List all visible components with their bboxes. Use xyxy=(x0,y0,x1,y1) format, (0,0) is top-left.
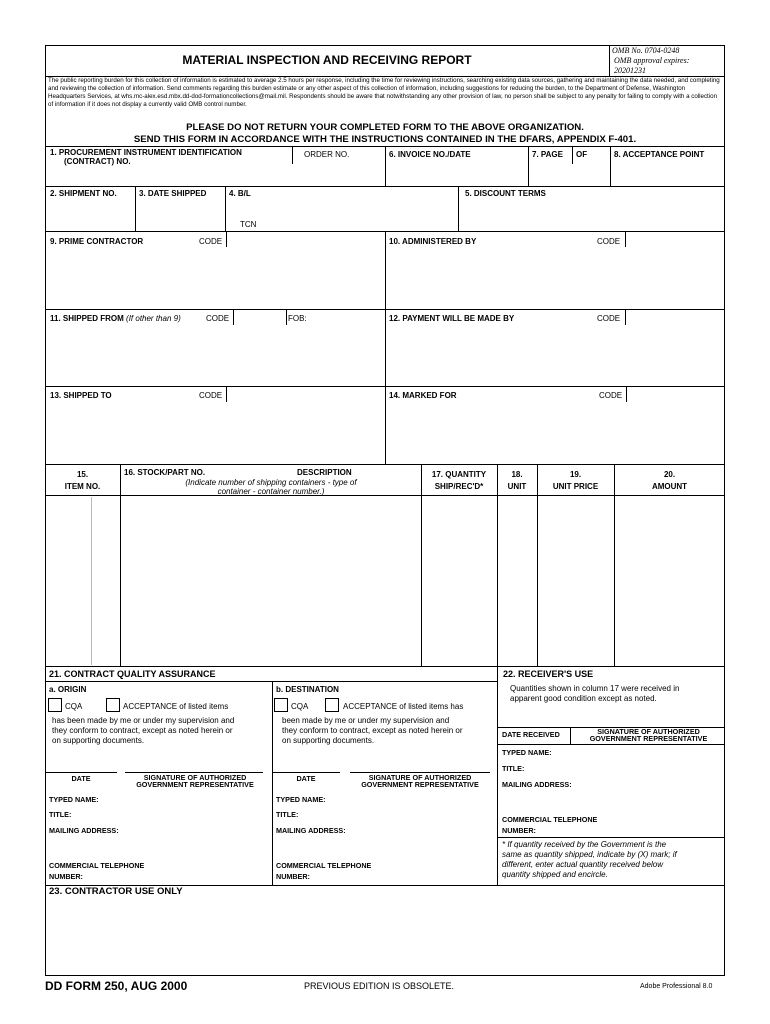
origin-statement-2: they conform to contract, except as noted herein or xyxy=(52,726,233,735)
order-no-label: ORDER NO. xyxy=(304,150,350,159)
section-22-title: 22. RECEIVER'S USE xyxy=(503,669,594,679)
origin-label: a. ORIGIN xyxy=(49,685,87,694)
omb-expires-label: OMB approval expires: xyxy=(614,56,690,65)
quantity-note-4: quantity shipped and encircle. xyxy=(502,870,608,879)
destination-label: b. DESTINATION xyxy=(276,685,339,694)
receiver-signature-label-2: GOVERNMENT REPRESENTATIVE xyxy=(589,734,708,743)
field-9-label: 9. PRIME CONTRACTOR xyxy=(50,237,144,246)
destination-statement-3: on supporting documents. xyxy=(282,736,375,745)
col-17-subheader: SHIP/REC'D* xyxy=(434,482,484,491)
destination-signature-label: SIGNATURE OF AUTHORIZED xyxy=(368,773,472,782)
receiver-statement-2: apparent good condition except as noted. xyxy=(510,694,657,703)
origin-signature-label-2: GOVERNMENT REPRESENTATIVE xyxy=(136,780,254,789)
field-1-label-cont: (CONTRACT) NO. xyxy=(64,157,131,166)
form-number: DD FORM 250, AUG 2000 xyxy=(45,979,188,993)
adobe-version: Adobe Professional 8.0 xyxy=(640,983,713,990)
destination-signature-label-2: GOVERNMENT REPRESENTATIVE xyxy=(361,780,479,789)
origin-title-label: TITLE: xyxy=(49,810,72,819)
destination-mailing-label: MAILING ADDRESS: xyxy=(276,826,346,835)
field-10-label: 10. ADMINISTERED BY xyxy=(389,237,477,246)
field-4-label: 4. B/L xyxy=(229,189,251,198)
field-11-code-label: CODE xyxy=(206,314,230,323)
section-23-title: 23. CONTRACTOR USE ONLY xyxy=(49,886,183,897)
destination-title-label: TITLE: xyxy=(276,810,299,819)
field-5-label: 5. DISCOUNT TERMS xyxy=(465,189,546,198)
col-17-header: 17. QUANTITY xyxy=(431,470,487,479)
burden-notice: The public reporting burden for this collection of information is estimated to average 2.5 hours per response, including the time for reviewing instructions, searching existing data sources, gathering and maintaining the data needed, and completing and reviewing the collection of information. Send comments regarding this burden estimate or any other aspect of this collection of information, including suggestions for reducing the burden, to the Department of Defense, Washington Headquarters Services, at whs.mc-alex.esd.mbx.dd-dod-formationcollections@mail.mil. Respondents should be aware that notwithstanding any other provision of law, no person shall be subject to any penalty for failing to comply with a collection of information if it does not display a currently valid OMB control number. xyxy=(48,77,720,108)
omb-divider xyxy=(609,45,610,76)
origin-signature-label: SIGNATURE OF AUTHORIZED xyxy=(143,773,247,782)
col-19-number: 19. xyxy=(569,470,582,479)
destination-acceptance-label: ACCEPTANCE of listed items has xyxy=(343,702,464,711)
receiver-statement: Quantities shown in column 17 were received in xyxy=(510,684,680,693)
destination-statement-2: they conform to contract, except as noted herein or xyxy=(282,726,463,735)
field-12-code-label: CODE xyxy=(597,314,621,323)
origin-typed-name-label: TYPED NAME: xyxy=(49,795,99,804)
field-6-label: 6. INVOICE NO./DATE xyxy=(389,150,471,159)
quantity-note-3: different, enter actual quantity received below xyxy=(502,860,663,869)
origin-acceptance-checkbox[interactable] xyxy=(106,698,120,712)
col-16-note-cont: container - container number.) xyxy=(217,487,325,496)
receiver-signature-label: SIGNATURE OF AUTHORIZED xyxy=(597,727,700,736)
destination-statement: been made by me or under my supervision and xyxy=(282,716,450,725)
origin-telephone-label: COMMERCIAL TELEPHONE xyxy=(49,861,145,870)
page-of-label: OF xyxy=(576,150,588,159)
destination-typed-name-label: TYPED NAME: xyxy=(276,795,326,804)
origin-telephone-label-2: NUMBER: xyxy=(49,872,83,881)
receiver-typed-name-label: TYPED NAME: xyxy=(502,748,552,757)
origin-cqa-checkbox[interactable] xyxy=(48,698,62,712)
description-header: DESCRIPTION xyxy=(297,468,352,477)
field-7-label: 7. PAGE xyxy=(532,150,563,159)
origin-date-label: DATE xyxy=(71,774,91,783)
field-14-code-label: CODE xyxy=(599,391,623,400)
destination-date-label: DATE xyxy=(296,774,316,783)
receiver-telephone-label-2: NUMBER: xyxy=(502,826,536,835)
origin-acceptance-label: ACCEPTANCE of listed items xyxy=(123,702,229,711)
field-2-label: 2. SHIPMENT NO. xyxy=(50,189,117,198)
field-12-label: 12. PAYMENT WILL BE MADE BY xyxy=(389,314,515,323)
col-20-number: 20. xyxy=(663,470,676,479)
destination-cqa-label: CQA xyxy=(291,702,309,711)
origin-statement-3: on supporting documents. xyxy=(52,736,145,745)
origin-mailing-label: MAILING ADDRESS: xyxy=(49,826,119,835)
field-13-label: 13. SHIPPED TO xyxy=(50,391,112,400)
origin-statement: has been made by me or under my supervision and xyxy=(52,716,235,725)
col-15-number: 15. xyxy=(76,470,89,479)
field-8-label: 8. ACCEPTANCE POINT xyxy=(614,150,705,159)
date-received-label: DATE RECEIVED xyxy=(502,730,560,739)
quantity-note-2: same as quantity shipped, indicate by (X) mark; if xyxy=(502,850,677,859)
field-13-code-label: CODE xyxy=(199,391,223,400)
col-20-header: AMOUNT xyxy=(651,482,688,491)
destination-acceptance-checkbox[interactable] xyxy=(325,698,339,712)
fob-label: FOB: xyxy=(288,314,307,323)
field-14-label: 14. MARKED FOR xyxy=(389,391,457,400)
field-3-label: 3. DATE SHIPPED xyxy=(139,189,207,198)
destination-telephone-label: COMMERCIAL TELEPHONE xyxy=(276,861,372,870)
omb-number: OMB No. 0704-0248 xyxy=(612,46,680,55)
destination-telephone-label-2: NUMBER: xyxy=(276,872,310,881)
field-1-label: 1. PROCUREMENT INSTRUMENT IDENTIFICATION xyxy=(50,148,242,157)
col-16-note: (Indicate number of shipping containers - type of xyxy=(185,478,357,487)
quantity-note: * If quantity received by the Government is the xyxy=(502,840,667,849)
origin-cqa-label: CQA xyxy=(65,702,83,711)
col-18-header: UNIT xyxy=(507,482,527,491)
item-no-guide xyxy=(91,497,92,665)
receiver-title-label: TITLE: xyxy=(502,764,525,773)
do-not-return-notice: PLEASE DO NOT RETURN YOUR COMPLETED FORM TO THE ABOVE ORGANIZATION. xyxy=(186,122,584,133)
col-19-header: UNIT PRICE xyxy=(552,482,599,491)
col-15-header: ITEM NO. xyxy=(64,482,101,491)
section-21-title: 21. CONTRACT QUALITY ASSURANCE xyxy=(49,669,216,679)
destination-cqa-checkbox[interactable] xyxy=(274,698,288,712)
obsolete-notice: PREVIOUS EDITION IS OBSOLETE. xyxy=(304,981,455,991)
col-16-header: 16. STOCK/PART NO. xyxy=(124,468,206,477)
dfars-instructions: SEND THIS FORM IN ACCORDANCE WITH THE INSTRUCTIONS CONTAINED IN THE DFARS, APPENDIX F-401. xyxy=(133,134,637,145)
receiver-mailing-label: MAILING ADDRESS: xyxy=(502,780,572,789)
omb-expires-date: 20201231 xyxy=(614,66,646,75)
field-10-code-label: CODE xyxy=(597,237,621,246)
field-9-code-label: CODE xyxy=(199,237,223,246)
field-11-label: 11. SHIPPED FROM (If other than 9) xyxy=(50,314,181,323)
col-18-number: 18. xyxy=(511,470,523,479)
tcn-label: TCN xyxy=(240,220,257,229)
receiver-telephone-label: COMMERCIAL TELEPHONE xyxy=(502,815,598,824)
form-title: MATERIAL INSPECTION AND RECEIVING REPORT xyxy=(182,53,472,67)
